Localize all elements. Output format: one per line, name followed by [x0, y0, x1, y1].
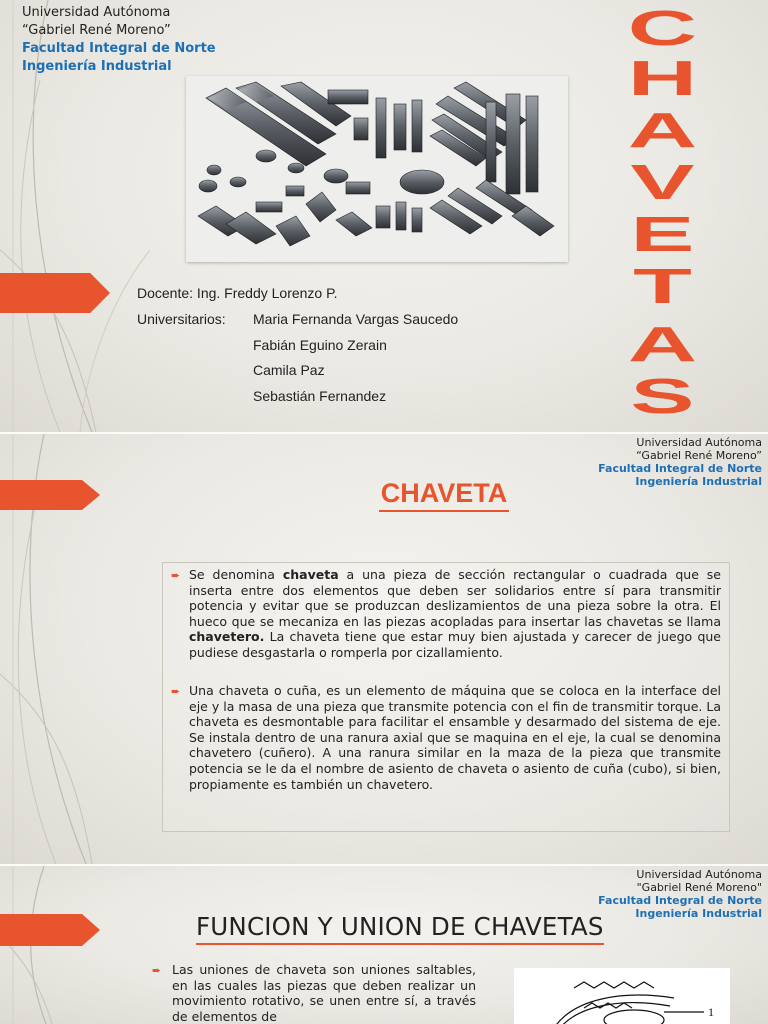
universitarios-label: Universitarios: [137, 311, 226, 327]
career-name: Ingeniería Industrial [22, 59, 172, 74]
university-subname: "Gabriel René Moreno" [636, 881, 762, 894]
career-name: Ingeniería Industrial [635, 475, 762, 488]
key-joint-diagram [514, 968, 730, 1024]
list-item: ➨ Una chaveta o cuña, es un elemento de máquina que se coloca en la interface del eje y la masa de una pieza que transmite potencia con el fin de transmitir torque. La chaveta es desmontable para facilitar el ensamble y desarmado del sistema de eje. Se instala dentro de una ranura axial que se maquina en el eje, la cual se denomina chavetero (cuñero). A una ranura similar en la maza de la pieza que transmite potencia se le da el nombre de asiento de chaveta o asiento de cuña (cubo), si bien, propiamente es también un chavetero. [171, 683, 721, 792]
content-panel [162, 562, 730, 832]
list-item: ➨ Las uniones de chaveta son uniones saltables, en las cuales las piezas que deben realizar un movimiento rotativo, se unen entre sí, a través de elementos de [152, 962, 476, 1024]
arrow-bullet-icon: ➨ [152, 964, 162, 977]
vertical-title-letter: A [627, 103, 698, 159]
student-name: Maria Fernanda Vargas Saucedo [253, 311, 459, 327]
student-name: Camila Paz [253, 362, 325, 378]
vertical-title-letter: A [627, 317, 698, 373]
faculty-name: Facultad Integral de Norte [598, 894, 762, 907]
slide-chaveta [0, 434, 768, 864]
career-name: Ingeniería Industrial [635, 907, 762, 920]
arrow-bullet-icon: ➨ [171, 685, 181, 698]
student-name: Sebastián Fernandez [253, 388, 387, 404]
slide-title: CHAVETA [0, 478, 768, 509]
arrow-tab-icon [0, 273, 110, 313]
vertical-title-letter: S [630, 369, 695, 425]
vertical-title-letter: C [627, 0, 698, 57]
slide-funcion [0, 866, 768, 1024]
university-name: Universidad Autónoma [636, 868, 762, 881]
vertical-title-letter: E [630, 207, 695, 263]
vertical-title-letter: T [633, 259, 692, 315]
diagram-label: 1 [708, 1005, 714, 1019]
university-name: Universidad Autónoma [22, 5, 171, 20]
university-header [22, 4, 216, 76]
vertical-title [600, 0, 725, 432]
arrow-bullet-icon: ➨ [171, 569, 181, 582]
vertical-title-letter: V [630, 155, 695, 211]
slide-title: FUNCION Y UNION DE CHAVETAS [196, 912, 604, 945]
vertical-title-letter: H [627, 51, 698, 107]
student-name: Fabián Eguino Zerain [253, 337, 387, 353]
faculty-name: Facultad Integral de Norte [598, 462, 762, 475]
university-header [598, 868, 762, 920]
arrow-tab-icon [0, 914, 100, 946]
slide-title [0, 0, 768, 432]
docente-line: Docente: Ing. Freddy Lorenzo P. [137, 285, 338, 301]
university-subname: “Gabriel René Moreno” [22, 23, 171, 38]
list-item: ➨ Se denomina chaveta a una pieza de sección rectangular o cuadrada que se inserta entre dos elementos que deben ser solidarios entre sí para transmitir potencia y evitar que se produzcan deslizamientos de una pieza sobre la otra. El hueco que se mecaniza en las piezas acopladas para insertar las chavetas se llama chavetero. La chaveta tiene que estar muy bien ajustada y carecer de juego que pudiese desgastarla o romperla por cizallamiento. [171, 567, 721, 660]
university-name: Universidad Autónoma [636, 436, 762, 449]
faculty-name: Facultad Integral de Norte [22, 41, 216, 56]
university-subname: “Gabriel René Moreno” [636, 449, 762, 462]
keys-photo [186, 76, 568, 262]
